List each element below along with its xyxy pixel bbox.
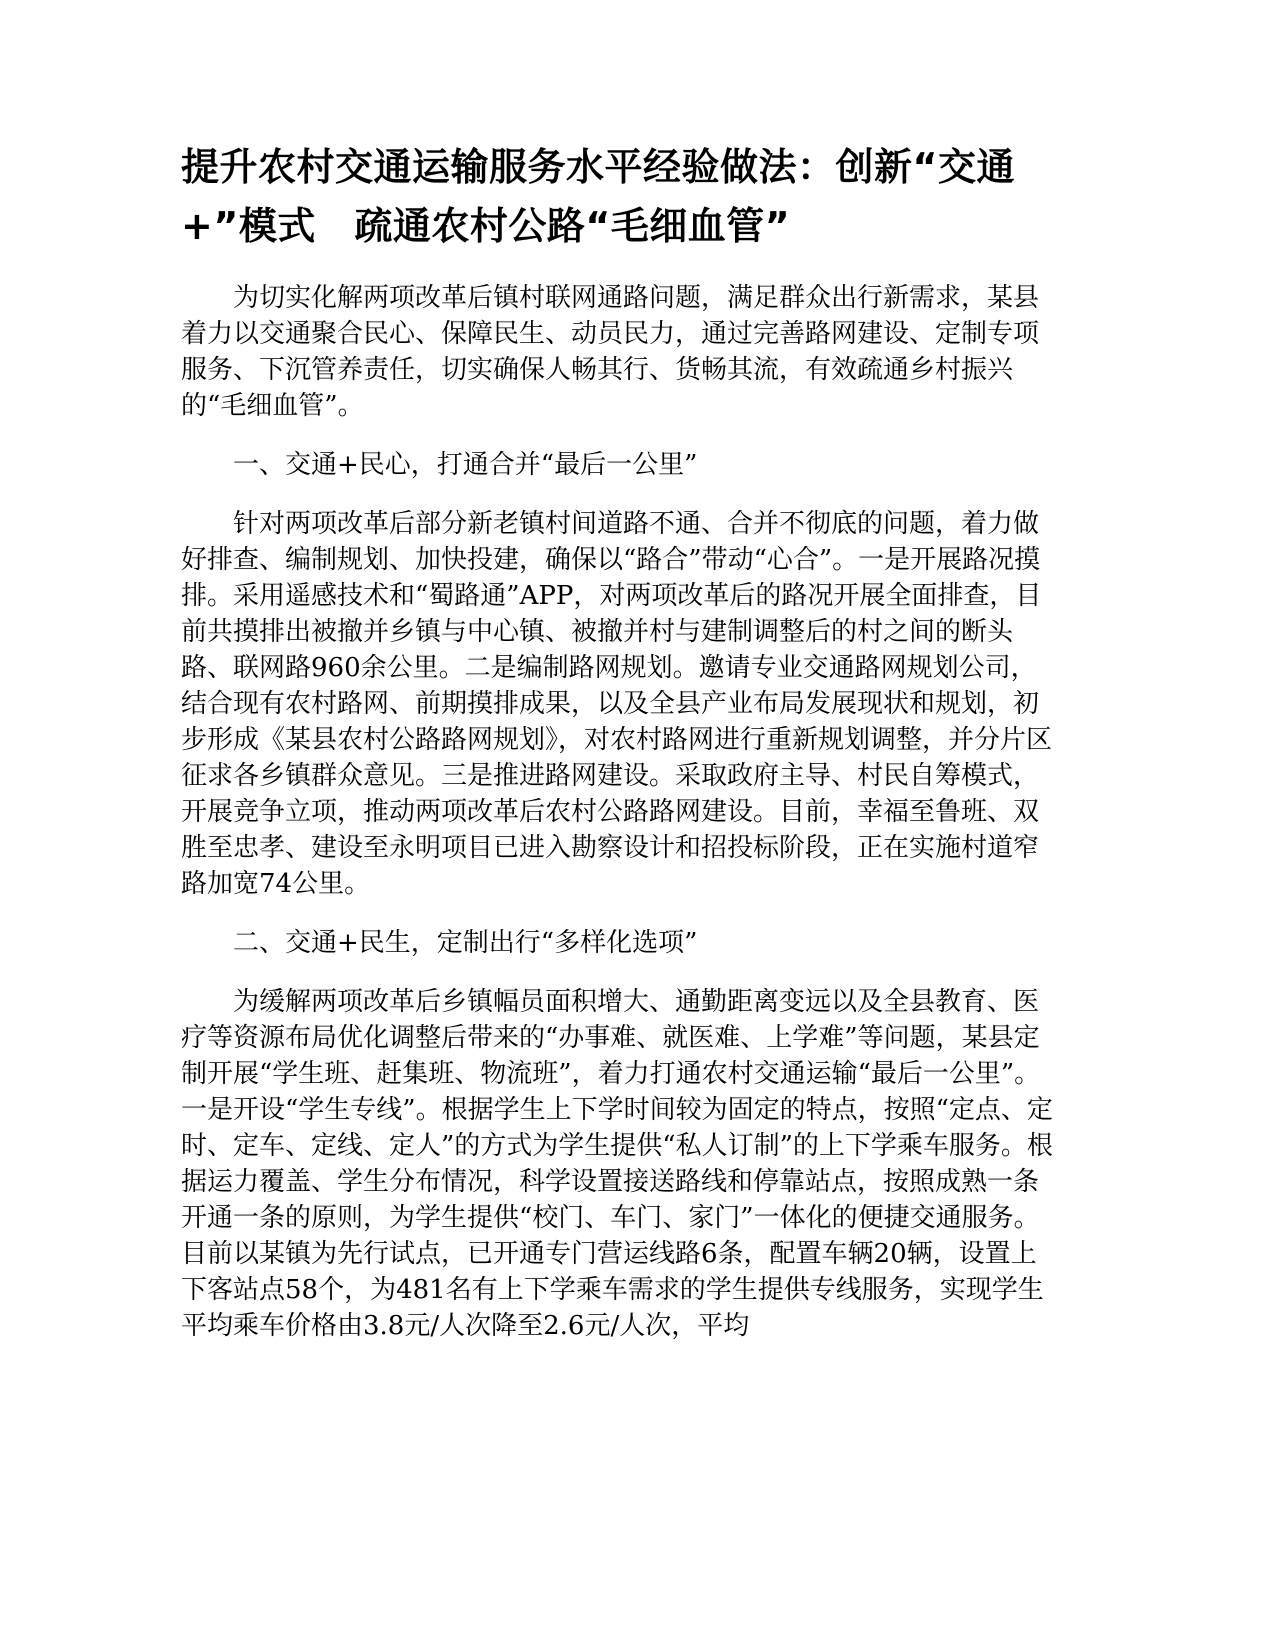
document-page xyxy=(181,138,1061,1344)
section-body-2: 为缓解两项改革后乡镇幅员面积增大、通勤距离变远以及全县教育、医疗等资源布局优化调整后带来的“办事难、就医难、上学难”等问题，某县定制开展“学生班、赶集班、物流班”，着力打通农村交通运输“最后一公里”。一是开设“学生专线”。根据学生上下学时间较为固定的特点，按照“定点、定时、定车、定线、定人”的方式为学生提供“私人订制”的上下学乘车服务。根据运力覆盖、学生分布情况，科学设置接送路线和停靠站点，按照成熟一条开通一条的原则，为学生提供“校门、车门、家门”一体化的便捷交通服务。目前以某镇为先行试点，已开通专门营运线路6条，配置车辆20辆，设置上下客站点58个，为481名有上下学乘车需求的学生提供专线服务，实现学生平均乘车价格由3.8元/人次降至2.6元/人次，平均 xyxy=(181,987,1053,1341)
document-title: 提升农村交通运输服务水平经验做法：创新“交通+”模式 疏通农村公路“毛细血管” xyxy=(181,145,1015,248)
intro-paragraph: 为切实化解两项改革后镇村联网通路问题，满足群众出行新需求，某县着力以交通聚合民心、保障民生、动员民力，通过完善路网建设、定制专项服务、下沉管养责任，切实确保人畅其行、货畅其流，有效疏通乡村振兴的“毛细血管”。 xyxy=(181,283,1040,421)
section-body-1: 针对两项改革后部分新老镇村间道路不通、合并不彻底的问题，着力做好排查、编制规划、加快投建，确保以“路合”带动“心合”。一是开展路况摸排。采用遥感技术和“蜀路通”APP，对两项改革后的路况开展全面排查，目前共摸排出被撤并乡镇与中心镇、被撤并村与建制调整后的村之间的断头路、联网路960余公里。二是编制路网规划。邀请专业交通路网规划公司，结合现有农村路网、前期摸排成果，以及全县产业布局发展现状和规划，初步形成《某县农村公路路网规划》，对农村路网进行重新规划调整，并分片区征求各乡镇群众意见。三是推进路网建设。采取政府主导、村民自筹模式，开展竞争立项，推动两项改革后农村公路路网建设。目前，幸福至鲁班、双胜至忠孝、建设至永明项目已进入勘察设计和招投标阶段，正在实施村道窄路加宽74公里。 xyxy=(181,509,1053,899)
section-heading-2: 二、交通+民生，定制出行“多样化选项” xyxy=(233,928,698,958)
section-heading-1: 一、交通+民心，打通合并“最后一公里” xyxy=(233,450,698,480)
